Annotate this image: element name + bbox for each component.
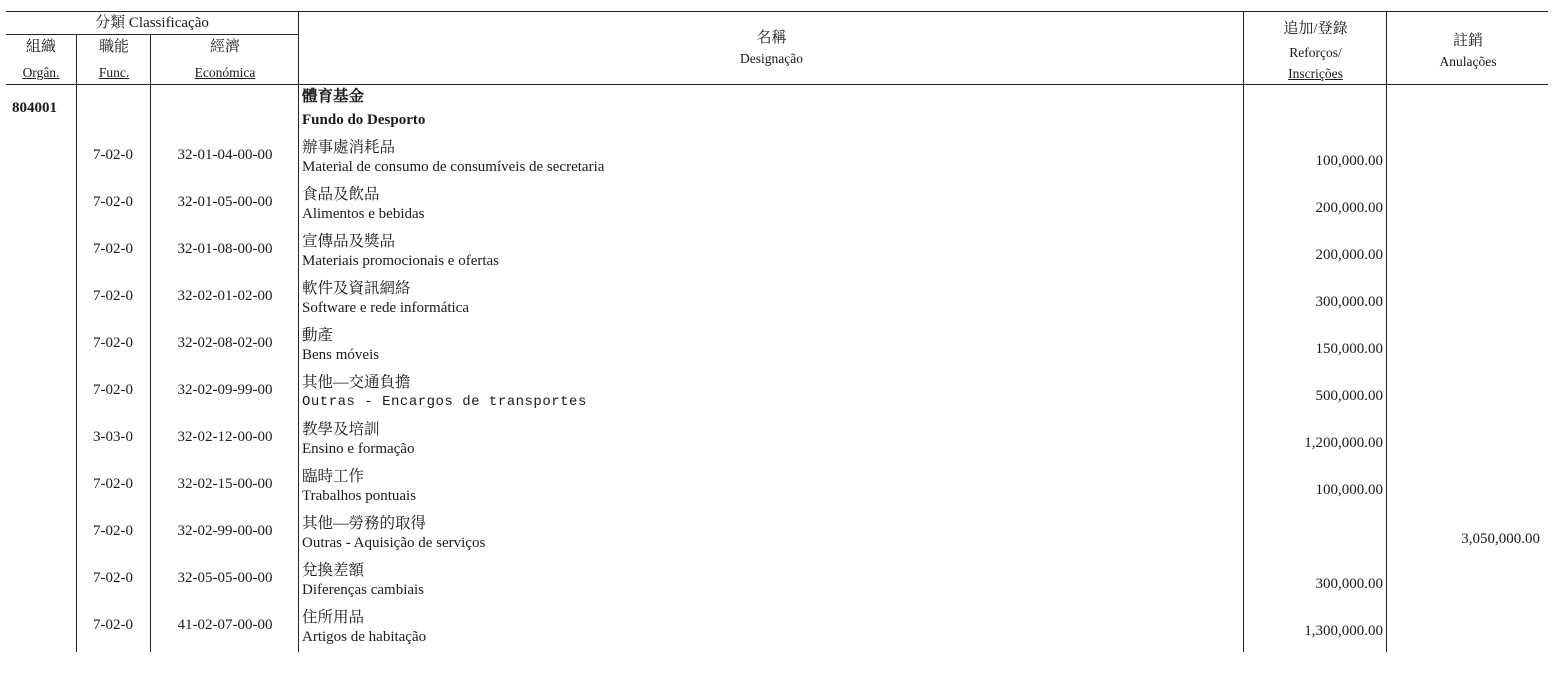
designation-header-zh: 名稱	[756, 30, 787, 46]
fund-name-pt: Fundo do Desporto	[302, 112, 426, 128]
designation-zh: 食品及飲品	[302, 186, 380, 203]
designation-pt: Artigos de habitação	[302, 629, 427, 645]
functional-header-pt: Func.	[98, 65, 130, 80]
economic-code: 32-05-05-00-00	[177, 570, 273, 586]
table-row	[0, 182, 1553, 229]
reinforcements-header-pt1: Reforços/	[1289, 45, 1342, 60]
header-bottom-border	[6, 84, 1548, 85]
functional-code: 7-02-0	[93, 241, 133, 257]
economic-code: 32-02-01-02-00	[177, 288, 273, 304]
table-row	[0, 135, 1553, 182]
organic-header-zh: 組織	[25, 39, 56, 55]
designation-zh: 其他—交通負擔	[302, 374, 411, 391]
reinforcement-amount: 100,000.00	[1315, 153, 1383, 169]
designation-zh: 辦事處消耗品	[302, 139, 396, 156]
designation-zh: 臨時工作	[302, 468, 365, 485]
designation-header-pt: Designação	[740, 51, 803, 66]
classification-divider	[6, 34, 298, 35]
designation-zh: 住所用品	[302, 609, 365, 626]
table-row	[0, 558, 1553, 605]
designation-zh: 其他—勞務的取得	[302, 515, 427, 532]
organic-code: 804001	[12, 100, 57, 116]
organic-header-pt: Orgân.	[22, 65, 60, 80]
designation-pt: Materiais promocionais e ofertas	[302, 253, 500, 269]
table-row	[0, 605, 1553, 652]
functional-code: 7-02-0	[93, 288, 133, 304]
economic-code: 41-02-07-00-00	[177, 617, 273, 633]
functional-code: 7-02-0	[93, 476, 133, 492]
designation-pt: Outras - Encargos de transportes	[302, 394, 587, 410]
designation-pt: Ensino e formação	[302, 441, 415, 457]
table-row	[0, 511, 1553, 558]
functional-code: 7-02-0	[93, 335, 133, 351]
reinforcement-amount: 300,000.00	[1315, 576, 1383, 592]
designation-pt: Bens móveis	[302, 347, 380, 363]
functional-code: 7-02-0	[93, 570, 133, 586]
designation-zh: 軟件及資訊網絡	[302, 280, 411, 297]
designation-zh: 兌換差額	[302, 562, 365, 579]
reinforcement-amount: 100,000.00	[1315, 482, 1383, 498]
functional-code: 3-03-0	[93, 429, 133, 445]
economic-header-pt: Económica	[194, 65, 256, 80]
table-row	[0, 464, 1553, 511]
fund-name-zh: 體育基金	[302, 88, 365, 105]
table-row	[0, 276, 1553, 323]
annulments-header-zh: 註銷	[1452, 33, 1483, 49]
designation-pt: Diferenças cambiais	[302, 582, 425, 598]
economic-code: 32-02-12-00-00	[177, 429, 273, 445]
designation-zh: 動產	[302, 327, 334, 344]
designation-zh: 教學及培訓	[302, 421, 380, 438]
reinforcement-amount: 200,000.00	[1315, 247, 1383, 263]
economic-code: 32-01-04-00-00	[177, 147, 273, 163]
table-row	[0, 370, 1553, 417]
designation-zh: 宣傳品及獎品	[302, 233, 396, 250]
reinforcement-amount: 300,000.00	[1315, 294, 1383, 310]
functional-header-zh: 職能	[98, 39, 129, 55]
reinforcement-amount: 150,000.00	[1315, 341, 1383, 357]
annulment-amount: 3,050,000.00	[1461, 531, 1540, 547]
table-row	[0, 229, 1553, 276]
functional-code: 7-02-0	[93, 382, 133, 398]
economic-code: 32-02-99-00-00	[177, 523, 273, 539]
table-top-border	[6, 11, 1548, 12]
reinforcement-amount: 1,300,000.00	[1304, 623, 1383, 639]
economic-header-zh: 經濟	[209, 39, 240, 55]
reinforcement-amount: 200,000.00	[1315, 200, 1383, 216]
classification-header: 分類 Classificação	[95, 15, 209, 31]
economic-code: 32-02-08-02-00	[177, 335, 273, 351]
economic-code: 32-01-05-00-00	[177, 194, 273, 210]
designation-pt: Software e rede informática	[302, 300, 469, 316]
designation-pt: Outras - Aquisição de serviços	[302, 535, 486, 551]
economic-code: 32-02-09-99-00	[177, 382, 273, 398]
reinforcement-amount: 1,200,000.00	[1304, 435, 1383, 451]
designation-pt: Alimentos e bebidas	[302, 206, 425, 222]
designation-pt: Material de consumo de consumíveis de secretaria	[302, 159, 605, 175]
functional-code: 7-02-0	[93, 147, 133, 163]
functional-code: 7-02-0	[93, 523, 133, 539]
reinforcement-amount: 500,000.00	[1315, 388, 1383, 404]
table-row	[0, 417, 1553, 464]
economic-code: 32-01-08-00-00	[177, 241, 273, 257]
economic-code: 32-02-15-00-00	[177, 476, 273, 492]
functional-code: 7-02-0	[93, 194, 133, 210]
functional-code: 7-02-0	[93, 617, 133, 633]
annulments-header-pt: Anulações	[1439, 54, 1497, 69]
table-row	[0, 323, 1553, 370]
reinforcements-header-zh: 追加/登錄	[1283, 21, 1348, 37]
reinforcements-header-pt2: Inscrições	[1288, 66, 1343, 81]
designation-pt: Trabalhos pontuais	[302, 488, 417, 504]
